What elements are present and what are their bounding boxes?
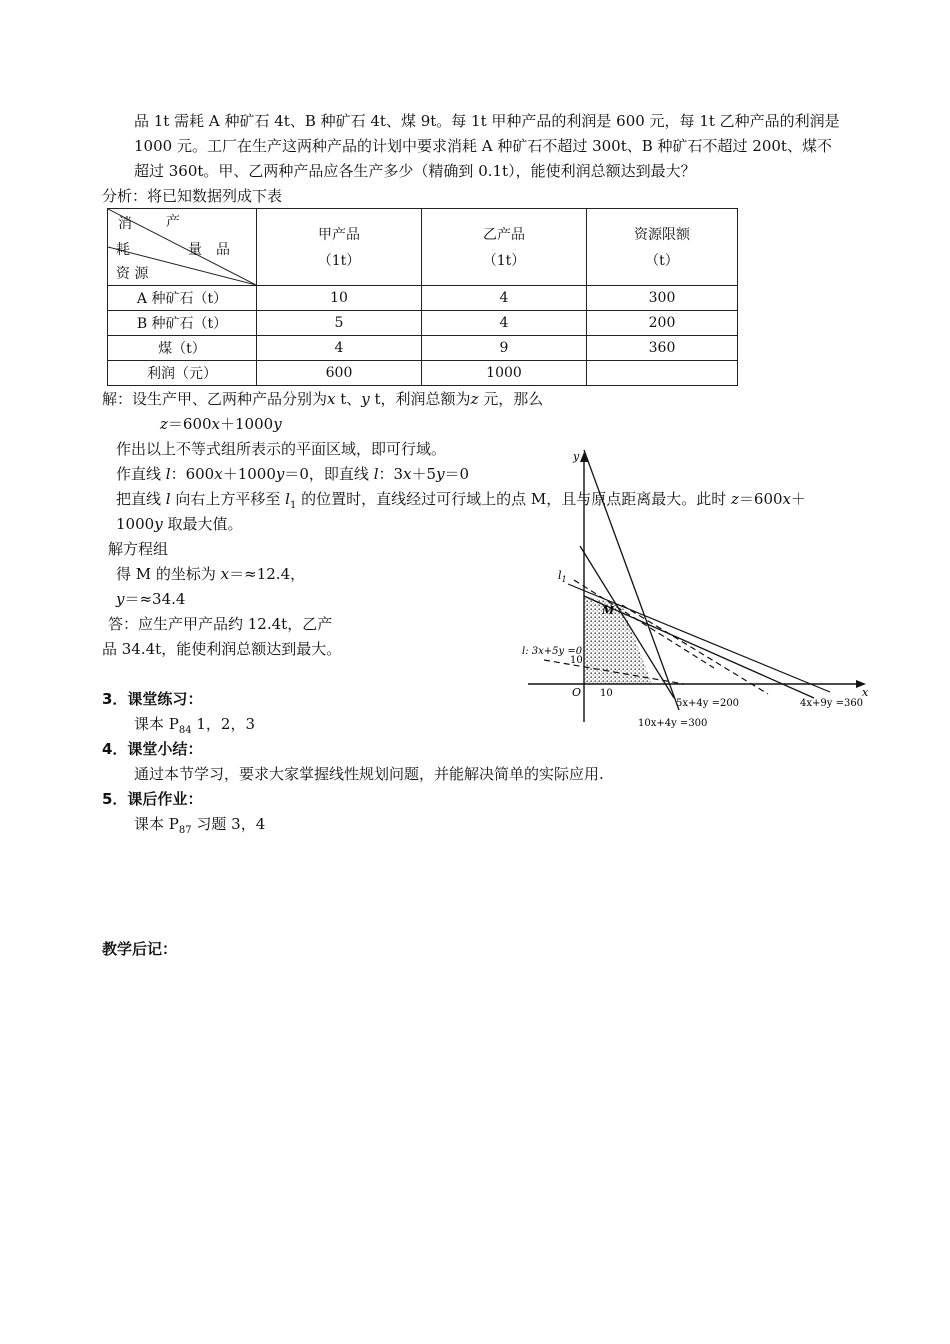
section-heading-practice: 3．课堂练习：: [102, 690, 203, 708]
column-header: 甲产品 （1t）: [257, 209, 422, 286]
problem-line-3: 超过 360t。甲、乙两种产品应各生产多少（精确到 0.1t），能使利润总额达到最大？: [134, 162, 696, 180]
point-M-label: M: [602, 604, 615, 617]
answer-line: 答：应生产甲产品约 12.4t，乙产: [108, 615, 333, 633]
answer-line: 品 34.4t，能使利润总额达到最大。: [102, 640, 342, 658]
corner-label: 耗: [116, 242, 130, 258]
table-row: 煤（t） 4 9 360: [108, 336, 738, 361]
objective-equation: z＝600x＋1000y: [160, 415, 282, 433]
table-row: 利润（元） 600 1000: [108, 361, 738, 386]
label-10x4y: 10x+4y =300: [638, 718, 708, 729]
solution-step: 解方程组: [108, 540, 169, 558]
corner-label: 资 源: [116, 266, 149, 282]
table-row: A 种矿石（t） 10 4 300: [108, 286, 738, 311]
solution-step: 把直线 l 向右上方平移至 $l_1$ 的位置时，直线经过可行域上的点 M，且与原点距离最大。此时 z＝600x＋: [116, 490, 807, 511]
teaching-postscript: 教学后记：: [102, 940, 178, 958]
section-heading-summary: 4．课堂小结：: [102, 740, 203, 758]
solution-setup: 解：设生产甲、乙两种产品分别为x t、y t，利润总额为z 元，那么: [102, 390, 544, 408]
label-4x9y: 4x+9y =360: [800, 698, 864, 709]
solution-step: y＝≈34.4: [116, 590, 186, 608]
solution-step: 得 M 的坐标为 x＝≈12.4，: [116, 565, 306, 583]
analysis-line: 分析：将已知数据列成下表: [102, 187, 283, 205]
practice-text: 课本 $P_{84}$ 1，2，3: [134, 715, 256, 736]
tick-label-y: 10: [570, 655, 583, 666]
problem-line-1: 品 1t 需耗 A 种矿石 4t、B 种矿石 4t、煤 9t。每 1t 甲种产品的利润是 600 元，每 1t 乙种产品的利润是: [134, 112, 840, 130]
axis-label-y: y: [573, 450, 580, 463]
label-5x4y: 5x+4y =200: [676, 698, 740, 709]
table-corner-header: [108, 209, 257, 286]
solution-step: 作出以上不等式组所表示的平面区域，即可行域。: [116, 440, 447, 458]
column-header: 乙产品 （1t）: [422, 209, 587, 286]
solution-step: 作直线 l：600x＋1000y＝0，即直线 l：3x＋5y＝0: [116, 465, 470, 483]
section-heading-homework: 5．课后作业：: [102, 790, 203, 808]
feasible-region-graph: [518, 448, 878, 740]
origin-label: O: [572, 686, 582, 699]
problem-line-2: 1000 元。工厂在生产这两种产品的计划中要求消耗 A 种矿石不超过 300t、B 种矿石不超过 200t、煤不: [134, 137, 832, 155]
homework-text: 课本 $P_{87}$ 习题 3，4: [134, 815, 266, 836]
column-header: 资源限额 （t）: [587, 209, 738, 286]
corner-label: 品: [216, 242, 230, 258]
summary-text: 通过本节学习，要求大家掌握线性规划问题，并能解决简单的实际应用.: [134, 765, 604, 783]
tick-label-x: 10: [600, 688, 613, 699]
label-l1: $l_1$: [558, 569, 567, 584]
corner-label: 消: [118, 216, 132, 232]
axis-label-x: x: [862, 686, 869, 699]
label-l-equation: l: 3x+5y =0: [522, 646, 583, 657]
corner-label: 产: [166, 214, 180, 230]
table-row: B 种矿石（t） 5 4 200: [108, 311, 738, 336]
resource-table: [107, 208, 738, 386]
solution-step: 1000y 取最大值。: [116, 515, 243, 533]
corner-label: 量: [188, 242, 202, 258]
